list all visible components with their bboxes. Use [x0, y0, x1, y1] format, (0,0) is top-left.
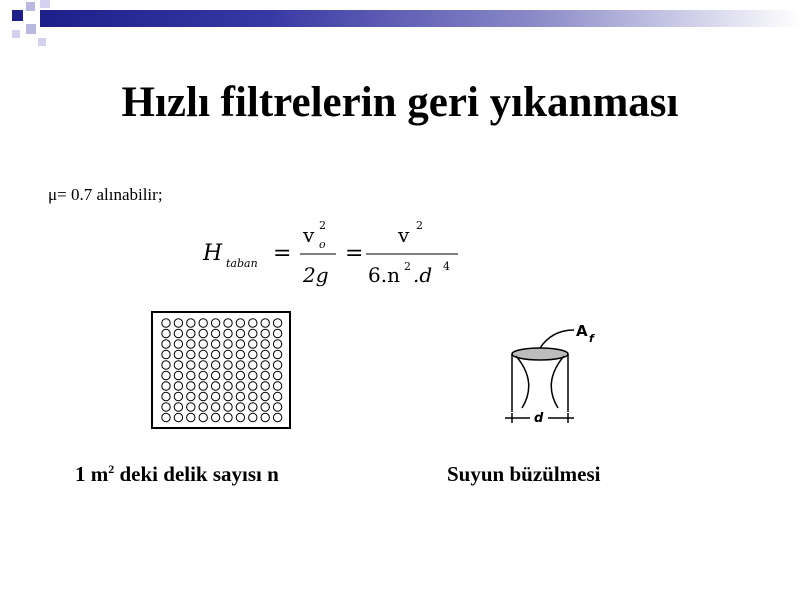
formula-lhs-sub: taban: [226, 257, 258, 270]
frac1-numerator: v: [303, 223, 315, 247]
formula-eq-2: =: [345, 241, 364, 266]
square-light: [26, 24, 36, 34]
title-bar-gradient: [40, 10, 800, 27]
area-label-sub: f: [589, 332, 594, 345]
area-label: A: [576, 322, 588, 340]
caption-left-rest: deki delik sayısı n: [114, 462, 279, 486]
formula: [200, 212, 470, 297]
frac2-denominator-sup2: 4: [443, 260, 450, 273]
square-light: [40, 0, 50, 8]
caption-contraction: Suyun büzülmesi: [447, 462, 601, 486]
frac2-numerator-sup: 2: [416, 219, 423, 232]
square-light: [12, 30, 20, 38]
jet-left: [516, 356, 529, 408]
frac2-denominator-b: .d: [413, 263, 433, 287]
slide-title: Hızlı filtrelerin geri yıkanması: [121, 79, 679, 126]
plate-border: [152, 312, 290, 428]
header-decoration: [0, 0, 800, 50]
square-light: [38, 38, 46, 46]
frac1-numerator-sub: o: [319, 238, 326, 251]
perforated-plate-figure: [150, 310, 292, 430]
frac1-numerator-sup: 2: [319, 219, 326, 232]
caption-left-text: 1 m: [75, 462, 109, 486]
frac2-numerator: v: [398, 223, 410, 247]
contraction-figure: [500, 320, 615, 430]
square-light: [26, 2, 35, 11]
frac1-denominator: 2g: [303, 263, 329, 287]
formula-lhs: H: [203, 241, 223, 266]
formula-eq-1: =: [273, 241, 292, 266]
area-ellipse: [512, 348, 568, 360]
mu-note: μ= 0.7 alınabilir;: [48, 185, 163, 204]
frac2-denominator-sup1: 2: [404, 260, 411, 273]
frac2-denominator-a: 6.n: [368, 263, 400, 287]
diameter-label: d: [534, 411, 544, 426]
caption-left-sup: 2: [108, 462, 115, 476]
caption-hole-count: [75, 462, 279, 487]
area-leader: [540, 330, 574, 348]
square-dark: [12, 10, 23, 21]
jet-right: [551, 356, 564, 408]
